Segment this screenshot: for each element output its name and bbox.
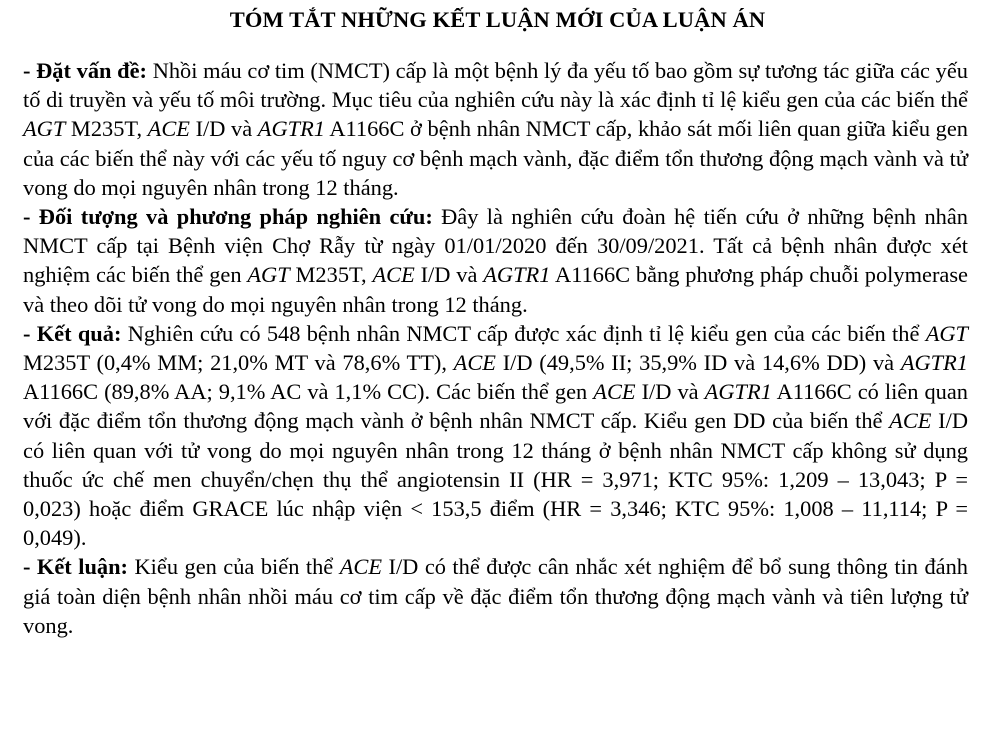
section-text: I/D (49,5% II; 35,9% ID và 14,6% DD) và [495,350,901,376]
section-text: I/D có thể được cân nhắc xét nghiệm để bổ sung thông tin đánh giá toàn diện bệnh nhân nhồi máu cơ tim cấp về đặc điểm tổn thương động mạch vành và tiên lượng tử vong. [23,554,968,638]
gene-name: AGT [925,320,968,346]
section-text: M235T, [65,116,148,142]
section-text: A1166C (89,8% AA; 9,1% AC và 1,1% CC). Các biến thể gen [23,379,594,405]
section-doi-tuong-phuong-phap [23,202,968,319]
gene-name: ACE [147,116,190,142]
section-text: I/D và [635,379,705,405]
section-text: M235T, [289,262,373,288]
section-text: Nhồi máu cơ tim (NMCT) cấp là một bệnh lý đa yếu tố bao gồm sự tương tác giữa các yếu tố di truyền và yếu tố môi trường. Mục tiêu của nghiên cứu này là xác định tỉ lệ kiểu gen của các biến thể [23,58,968,113]
gene-name: AGT [247,262,290,288]
section-heading: - Đặt vấn đề: [23,58,148,83]
gene-name: ACE [593,379,636,405]
document-title: TÓM TẮT NHỮNG KẾT LUẬN MỚI CỦA LUẬN ÁN [229,7,766,32]
section-text: I/D và [414,262,484,288]
section-text: A1166C có liên quan với đặc điểm tổn thương động mạch vành ở bệnh nhân NMCT cấp. Kiểu gen DD của biến thể [23,379,968,434]
section-heading: - Kết luận: [23,554,129,580]
section-ket-qua [23,319,968,553]
section-text: I/D và [189,116,258,142]
document-body [0,35,995,640]
gene-name: AGTR1 [704,379,772,405]
section-dat-van-de [23,56,968,202]
gene-name: AGTR1 [483,262,551,288]
section-text: Kiểu gen của biến thể [128,554,340,580]
gene-name: ACE [339,554,383,580]
gene-name: ACE [453,350,496,376]
gene-name: AGTR1 [900,350,969,376]
section-text: M235T (0,4% MM; 21,0% MT và 78,6% TT), [23,350,454,376]
gene-name: ACE [372,262,415,288]
section-text: A1166C bằng phương pháp chuỗi polymerase và theo dõi tử vong do mọi nguyên nhân trong 12 tháng. [23,262,968,317]
section-ket-luan [23,552,968,640]
section-heading: - Kết quả: [23,320,122,346]
section-heading: - Đối tượng và phương pháp nghiên cứu: [23,204,433,230]
section-text: Nghiên cứu có 548 bệnh nhân NMCT cấp được xác định tỉ lệ kiểu gen của các biến thể [121,320,926,346]
gene-name: ACE [889,408,932,434]
section-text: Đây là nghiên cứu đoàn hệ tiến cứu ở những bệnh nhân NMCT cấp tại Bệnh viện Chợ Rẫy từ ngày 01/01/2020 đến 30/09/2021. Tất cả bệnh nhân được xét nghiệm các biến thể gen [23,204,968,288]
gene-name: AGT [23,116,66,142]
gene-name: AGTR1 [257,116,325,142]
section-text: I/D có liên quan với tử vong do mọi nguyên nhân trong 12 tháng ở bệnh nhân NMCT cấp không sử dụng thuốc ức chế men chuyển/chẹn thụ thể angiotensin II (HR = 3,971; KTC 95%: 1,209 – 13,043; P = 0,023) hoặc điểm GRACE lúc nhập viện < 153,5 điểm (HR = 3,346; KTC 95%: 1,008 – 11,114; P = 0,049). [23,408,968,551]
section-text: A1166C ở bệnh nhân NMCT cấp, khảo sát mối liên quan giữa kiểu gen của các biến thể này với các yếu tố nguy cơ bệnh mạch vành, đặc điểm tổn thương động mạch vành và tử vong do mọi nguyên nhân trong 12 tháng. [23,116,968,200]
